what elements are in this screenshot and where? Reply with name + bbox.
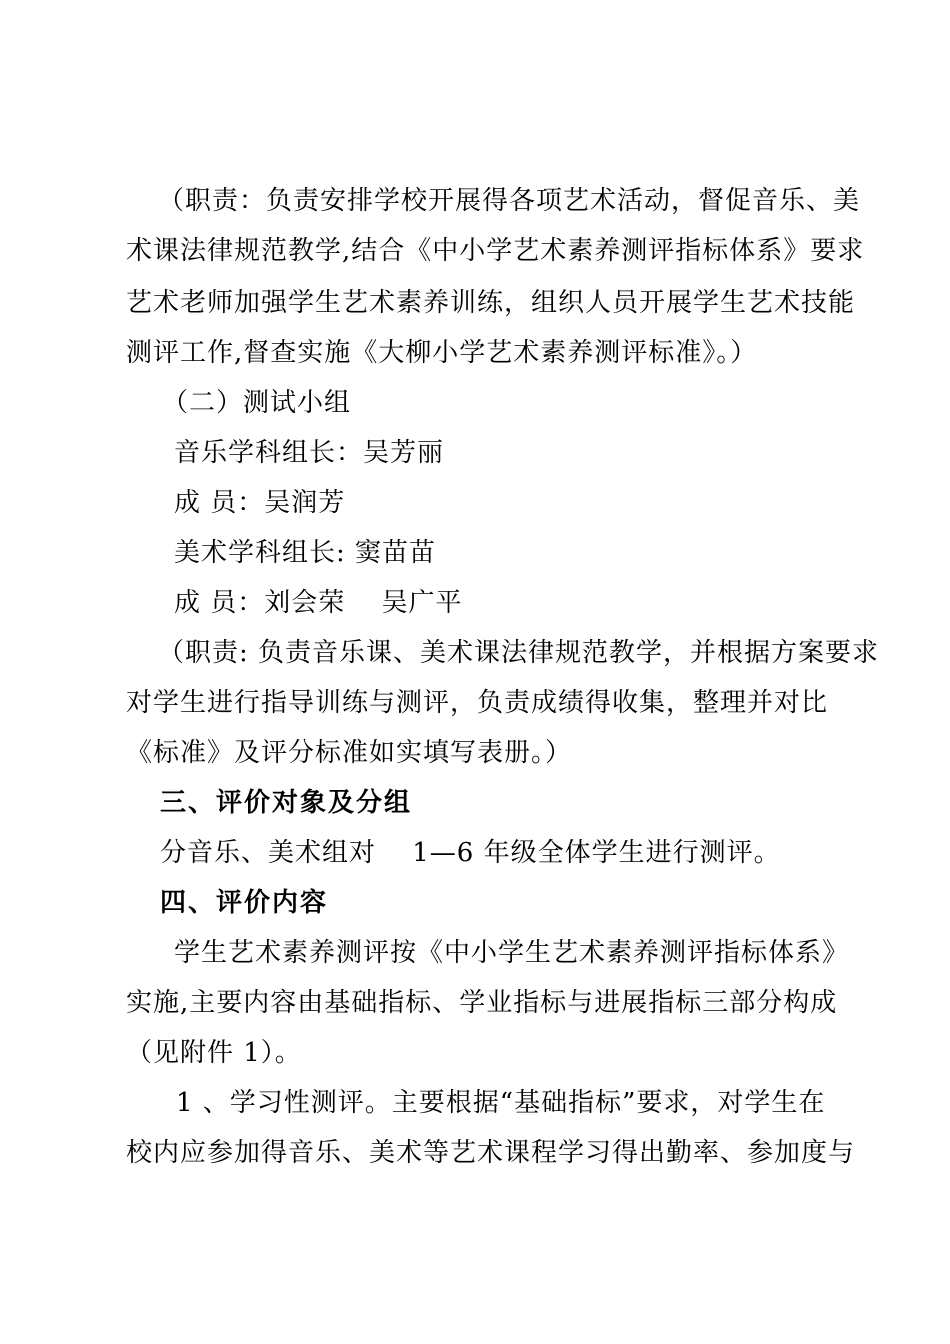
art-group-leader: 美术学科组长: 窦苗苗 bbox=[174, 538, 437, 568]
duties-paragraph-line-2: 术课法律规范教学,结合《中小学艺术素养测评指标体系》要求 bbox=[126, 236, 865, 266]
learning-evaluation-line-1: 1 、学习性测评。主要根据“基础指标”要求，对学生在 bbox=[176, 1088, 826, 1118]
section-heading-test-group: （二）测试小组 bbox=[162, 388, 352, 418]
music-group-members: 成 员：吴润芳 bbox=[174, 488, 346, 518]
test-group-duties-line-3: 《标准》及评分标准如实填写表册。） bbox=[126, 738, 573, 768]
evaluation-content-line-1: 学生艺术素养测评按《中小学生艺术素养测评指标体系》 bbox=[174, 938, 850, 968]
evaluation-content-line-2: 实施,主要内容由基础指标、学业指标与进展指标三部分构成 bbox=[126, 988, 838, 1018]
learning-evaluation-line-2: 校内应参加得音乐、美术等艺术课程学习得出勤率、参加度与 bbox=[126, 1138, 856, 1168]
art-group-members: 成 员：刘会荣 吴广平 bbox=[174, 588, 463, 618]
evaluation-content-line-3: （见附件 1）。 bbox=[126, 1038, 302, 1068]
duties-paragraph-line-4: 测评工作,督查实施《大柳小学艺术素养测评标准》。） bbox=[126, 338, 758, 368]
section-heading-evaluation-targets: 三、评价对象及分组 bbox=[160, 788, 413, 818]
duties-paragraph-line-1: （职责：负责安排学校开展得各项艺术活动，督促音乐、美 bbox=[158, 186, 861, 216]
music-group-leader: 音乐学科组长：吴芳丽 bbox=[174, 438, 445, 468]
test-group-duties-line-1: （职责: 负责音乐课、美术课法律规范教学，并根据方案要求 bbox=[158, 638, 880, 668]
section-heading-evaluation-content: 四、评价内容 bbox=[160, 888, 329, 918]
evaluation-targets-text: 分音乐、美术组对 1—6 年级全体学生进行测评。 bbox=[160, 838, 781, 868]
duties-paragraph-line-3: 艺术老师加强学生艺术素养训练，组织人员开展学生艺术技能 bbox=[126, 288, 856, 318]
test-group-duties-line-2: 对学生进行指导训练与测评，负责成绩得收集，整理并对比 bbox=[126, 688, 829, 718]
